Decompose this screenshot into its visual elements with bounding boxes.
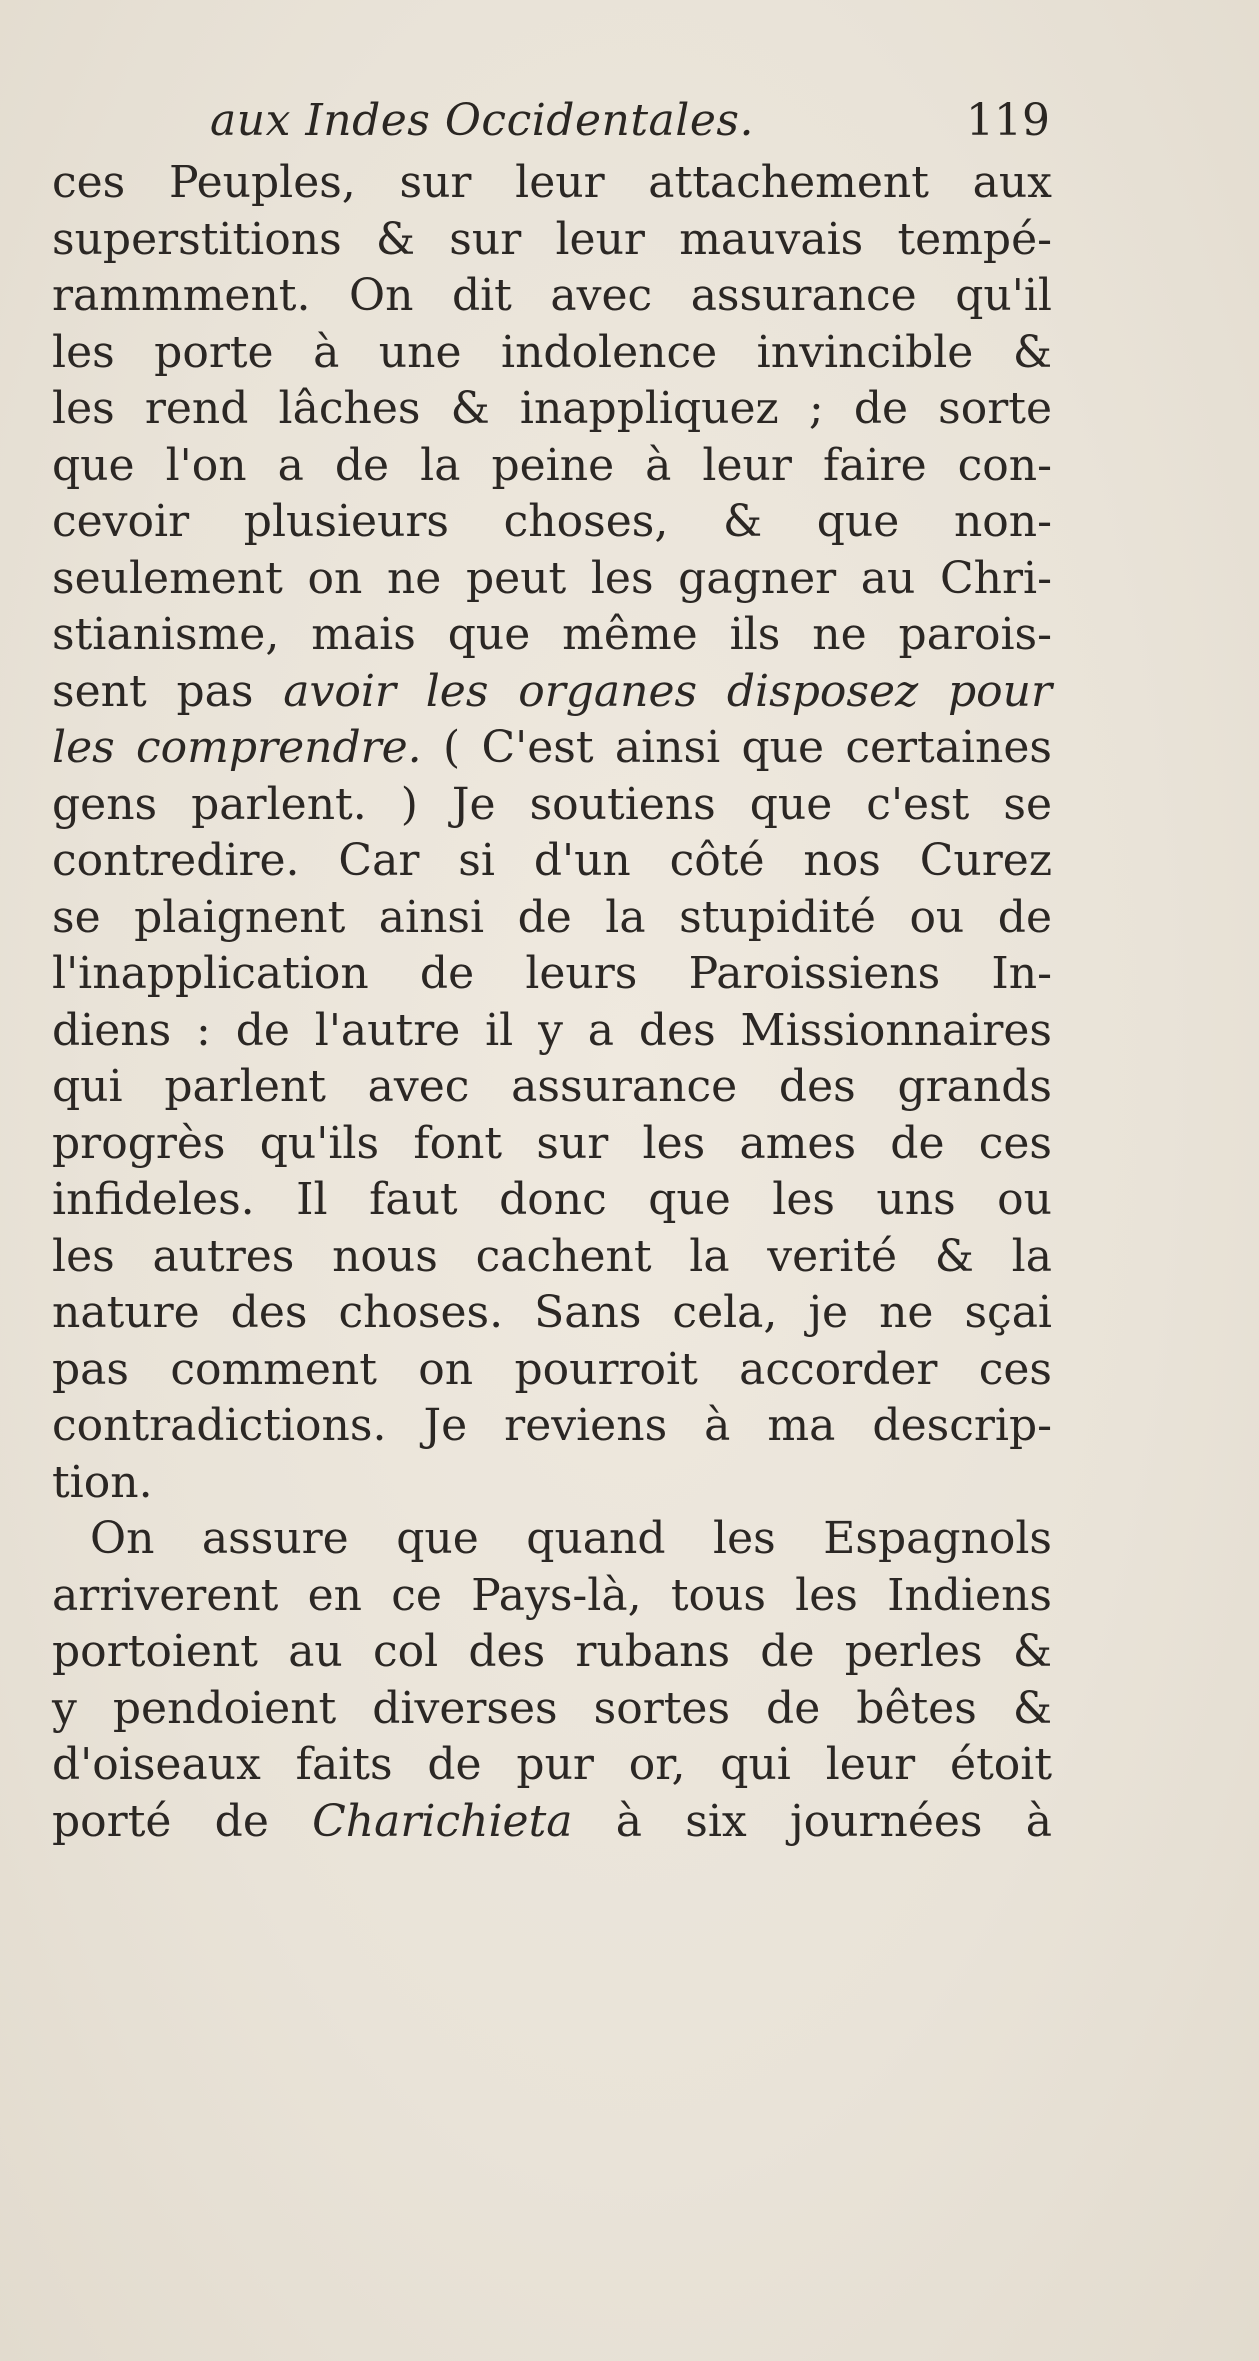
text-line: les autres nous cachent la verité & la [52,1230,1052,1282]
page-number: 119 [966,95,1050,146]
text-line: sent pas avoir les organes disposez pour [52,665,1052,717]
text-line: diens : de l'autre il y a des Missionnaires [52,1004,1052,1056]
text-line: y pendoient diverses sortes de bêtes & [52,1682,1052,1734]
text-line: les comprendre. ( C'est ainsi que certaines [52,722,1052,773]
text-line: se plaignent ainsi de la stupidité ou de [52,891,1052,943]
text-line: seulement on ne peut les gagner au Chri- [52,552,1052,604]
text-line: les rend lâches & inappliquez ; de sorte [52,383,1052,434]
italic-phrase: les comprendre. [52,722,422,773]
text-line: progrès qu'ils font sur les ames de ces [52,1117,1052,1169]
text-line: tion. [52,1456,153,1508]
text-line: contredire. Car si d'un côté nos Curez [52,835,1052,886]
text-line: portoient au col des rubans de perles & [52,1626,1052,1677]
text-line: pas comment on pourroit accorder ces [52,1343,1052,1395]
text-line: ces Peuples, sur leur attachement aux [52,157,1052,208]
text-line: gens parlent. ) Je soutiens que c'est se [52,778,1052,830]
text-line: porté de Charichieta à six journées à [52,1795,1052,1847]
running-title: aux Indes Occidentales. [210,95,754,146]
italic-place-name: Charichieta [312,1795,573,1847]
body-text [52,155,1052,1850]
text-line: arriverent en ce Pays-là, tous les Indiens [52,1569,1052,1621]
text-line: cevoir plusieurs choses, & que non- [52,496,1052,547]
text-line: que l'on a de la peine à leur faire con- [52,439,1052,491]
text-line: qui parlent avec assurance des grands [52,1061,1052,1112]
text-line: nature des choses. Sans cela, je ne sçai [52,1287,1052,1338]
text-line: d'oiseaux faits de pur or, qui leur étoit [52,1739,1052,1790]
text-line: les porte à une indolence invincible & [52,326,1052,378]
text-line: On assure que quand les Espagnols [90,1513,1052,1564]
text-line: stianisme, mais que même ils ne parois- [52,609,1052,660]
text-line: contradictions. Je reviens à ma descrip- [52,1400,1052,1451]
text-line: l'inapplication de leurs Paroissiens In- [52,948,1052,999]
text-line: infideles. Il faut donc que les uns ou [52,1174,1052,1225]
text-line: superstitions & sur leur mauvais tempé- [52,213,1052,265]
italic-phrase: avoir les organes disposez pour [283,665,1052,717]
text-line: rammment. On dit avec assurance qu'il [52,270,1052,321]
